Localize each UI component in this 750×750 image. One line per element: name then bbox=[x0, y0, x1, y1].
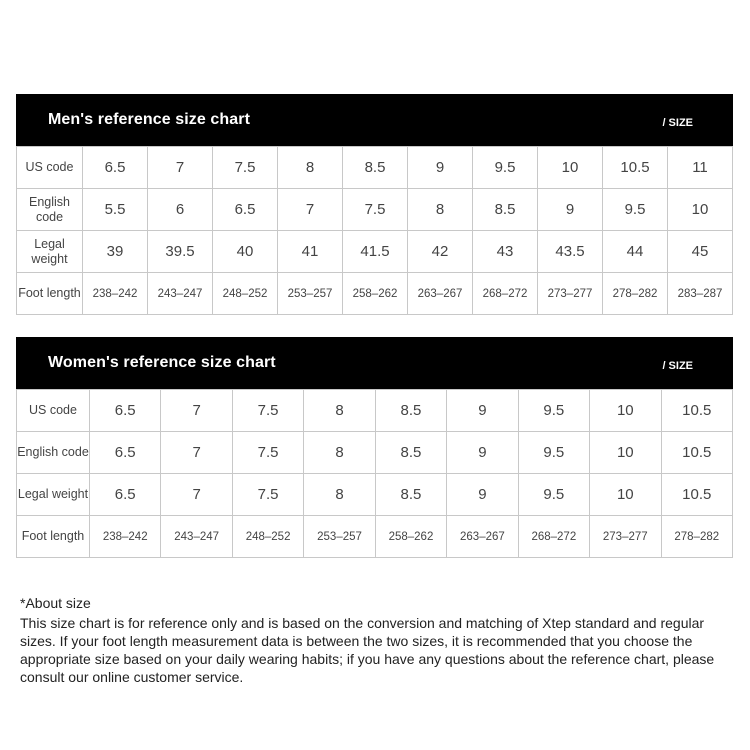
women-size-cell: 10.5 bbox=[661, 432, 733, 474]
women-size-cell: 10.5 bbox=[661, 390, 733, 432]
men-size-cell: 248–252 bbox=[213, 273, 278, 315]
men-size-cell: 42 bbox=[408, 231, 473, 273]
women-size-cell: 7.5 bbox=[232, 390, 303, 432]
women-size-cell: 9.5 bbox=[518, 390, 589, 432]
men-chart-title: Men's reference size chart bbox=[48, 111, 251, 128]
women-chart-header bbox=[16, 337, 733, 389]
men-size-cell: 11 bbox=[668, 147, 733, 189]
women-size-cell: 9.5 bbox=[518, 432, 589, 474]
men-size-cell: 8.5 bbox=[343, 147, 408, 189]
about-size-title: *About size bbox=[20, 595, 91, 611]
women-size-cell: 8 bbox=[304, 432, 375, 474]
women-size-cell: 7 bbox=[161, 390, 232, 432]
men-row-label: Legal weight bbox=[17, 231, 83, 273]
women-size-cell: 258–262 bbox=[375, 516, 446, 558]
men-size-cell: 8.5 bbox=[473, 189, 538, 231]
men-size-cell: 43 bbox=[473, 231, 538, 273]
men-size-cell: 5.5 bbox=[83, 189, 148, 231]
women-size-label: / SIZE bbox=[662, 360, 693, 372]
women-row-label: US code bbox=[17, 390, 90, 432]
men-size-cell: 43.5 bbox=[538, 231, 603, 273]
women-size-cell: 10 bbox=[590, 432, 661, 474]
men-size-label: / SIZE bbox=[662, 117, 693, 129]
women-size-cell: 9 bbox=[447, 432, 518, 474]
men-size-cell: 243–247 bbox=[148, 273, 213, 315]
women-size-row bbox=[17, 516, 733, 558]
men-size-cell: 253–257 bbox=[278, 273, 343, 315]
men-size-cell: 6.5 bbox=[83, 147, 148, 189]
women-size-row bbox=[17, 390, 733, 432]
men-size-cell: 283–287 bbox=[668, 273, 733, 315]
women-size-cell: 253–257 bbox=[304, 516, 375, 558]
women-row-label: Legal weight bbox=[17, 474, 90, 516]
men-size-cell: 7 bbox=[278, 189, 343, 231]
men-size-cell: 41 bbox=[278, 231, 343, 273]
about-size-note bbox=[20, 594, 730, 686]
men-size-cell: 8 bbox=[278, 147, 343, 189]
men-size-cell: 10.5 bbox=[603, 147, 668, 189]
women-size-cell: 9.5 bbox=[518, 474, 589, 516]
men-row-label: US code bbox=[17, 147, 83, 189]
women-chart-title: Women's reference size chart bbox=[48, 354, 276, 371]
women-size-row bbox=[17, 432, 733, 474]
men-size-cell: 263–267 bbox=[408, 273, 473, 315]
women-size-cell: 10 bbox=[590, 474, 661, 516]
men-size-cell: 44 bbox=[603, 231, 668, 273]
women-size-cell: 8.5 bbox=[375, 474, 446, 516]
men-size-row bbox=[17, 189, 733, 231]
women-size-cell: 7.5 bbox=[232, 474, 303, 516]
men-size-cell: 6.5 bbox=[213, 189, 278, 231]
women-size-table bbox=[16, 389, 733, 558]
men-size-cell: 41.5 bbox=[343, 231, 408, 273]
women-size-cell: 263–267 bbox=[447, 516, 518, 558]
women-size-cell: 6.5 bbox=[90, 474, 161, 516]
men-size-cell: 278–282 bbox=[603, 273, 668, 315]
men-size-table bbox=[16, 146, 733, 315]
men-row-label: English code bbox=[17, 189, 83, 231]
men-size-cell: 8 bbox=[408, 189, 473, 231]
women-size-cell: 273–277 bbox=[590, 516, 661, 558]
women-size-cell: 8.5 bbox=[375, 432, 446, 474]
women-size-cell: 8.5 bbox=[375, 390, 446, 432]
women-size-cell: 10 bbox=[590, 390, 661, 432]
men-size-cell: 238–242 bbox=[83, 273, 148, 315]
men-size-cell: 7.5 bbox=[213, 147, 278, 189]
women-size-cell: 10.5 bbox=[661, 474, 733, 516]
men-size-cell: 9.5 bbox=[473, 147, 538, 189]
women-size-cell: 8 bbox=[304, 474, 375, 516]
men-size-row bbox=[17, 147, 733, 189]
men-size-cell: 258–262 bbox=[343, 273, 408, 315]
women-size-chart bbox=[16, 337, 733, 558]
men-size-row bbox=[17, 231, 733, 273]
women-size-cell: 268–272 bbox=[518, 516, 589, 558]
men-size-cell: 40 bbox=[213, 231, 278, 273]
men-size-cell: 6 bbox=[148, 189, 213, 231]
men-size-cell: 268–272 bbox=[473, 273, 538, 315]
women-size-row bbox=[17, 474, 733, 516]
women-size-cell: 7 bbox=[161, 474, 232, 516]
women-size-cell: 6.5 bbox=[90, 432, 161, 474]
women-size-cell: 278–282 bbox=[661, 516, 733, 558]
men-size-cell: 10 bbox=[668, 189, 733, 231]
men-size-cell: 45 bbox=[668, 231, 733, 273]
men-size-cell: 9.5 bbox=[603, 189, 668, 231]
men-size-chart bbox=[16, 94, 733, 315]
men-row-label: Foot length bbox=[17, 273, 83, 315]
men-size-cell: 273–277 bbox=[538, 273, 603, 315]
women-size-cell: 8 bbox=[304, 390, 375, 432]
men-size-row bbox=[17, 273, 733, 315]
women-row-label: Foot length bbox=[17, 516, 90, 558]
women-size-cell: 6.5 bbox=[90, 390, 161, 432]
men-chart-header bbox=[16, 94, 733, 146]
men-size-cell: 9 bbox=[408, 147, 473, 189]
men-size-cell: 9 bbox=[538, 189, 603, 231]
women-size-cell: 7.5 bbox=[232, 432, 303, 474]
men-size-cell: 10 bbox=[538, 147, 603, 189]
women-row-label: English code bbox=[17, 432, 90, 474]
women-size-cell: 9 bbox=[447, 390, 518, 432]
women-size-cell: 9 bbox=[447, 474, 518, 516]
men-size-cell: 39.5 bbox=[148, 231, 213, 273]
about-size-text: This size chart is for reference only and is based on the conversion and matching of Xtep standard and regular sizes. If your foot length measurement data is between the two sizes, it is recommended that you choose the appropriate size based on your daily wearing habits; if you have any questions about the reference chart, please consult our online customer service. bbox=[20, 615, 715, 685]
women-size-cell: 243–247 bbox=[161, 516, 232, 558]
men-size-cell: 39 bbox=[83, 231, 148, 273]
women-size-cell: 238–242 bbox=[90, 516, 161, 558]
women-size-cell: 248–252 bbox=[232, 516, 303, 558]
women-size-cell: 7 bbox=[161, 432, 232, 474]
men-size-cell: 7 bbox=[148, 147, 213, 189]
men-size-cell: 7.5 bbox=[343, 189, 408, 231]
